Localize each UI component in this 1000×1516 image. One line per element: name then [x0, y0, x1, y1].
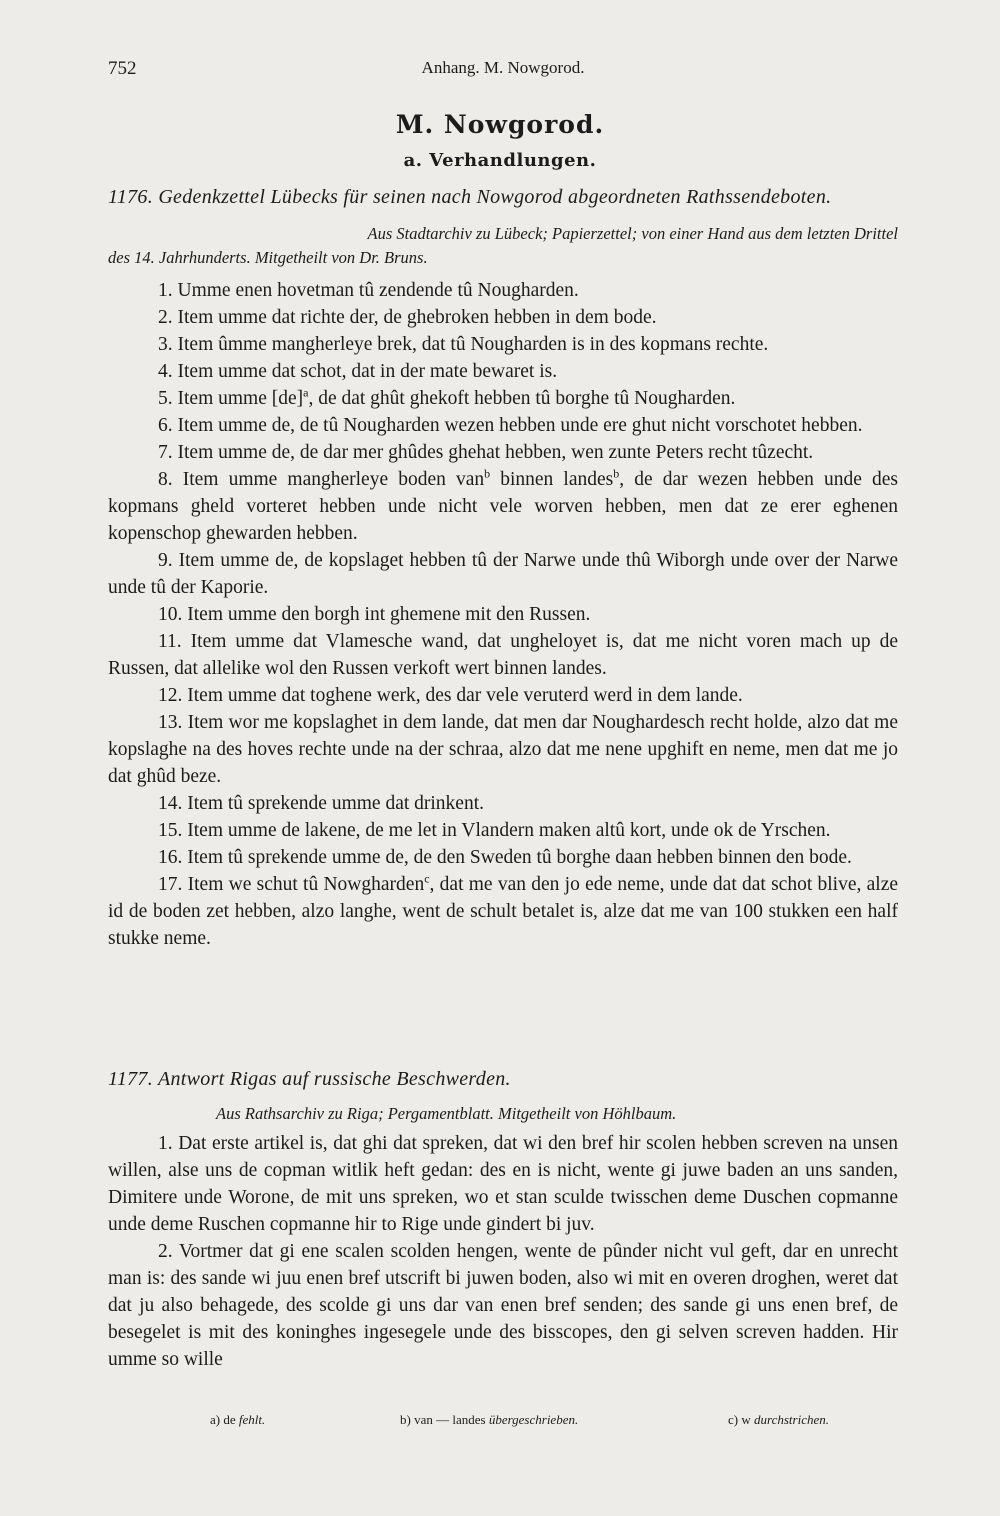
- list-item: 11. Item umme dat Vlamesche wand, dat ungheloyet is, dat me nicht voren mach up de Russen, dat allelike wol den Russen verkoft wert binnen landes.: [108, 631, 899, 679]
- page-number: 752: [108, 58, 137, 79]
- list-item: 2. Item umme dat richte der, de ghebroken hebben in dem bode.: [158, 307, 657, 328]
- entry-1176-source-line2: des 14. Jahrhunderts. Mitgetheilt von Dr. Bruns.: [108, 248, 428, 267]
- footnote-mark-b: b: [613, 466, 620, 481]
- list-item: 8. Item umme mangherleye boden van$^b$ binnen landes$^b$, de dar wezen hebben unde des kopmans gheld vorteret hebben unde nicht vele worven hebben, men dat ze erer eghenen kopenschop ghewarden hebben.: [108, 466, 899, 544]
- list-item: 13. Item wor me kopslaghet in dem lande, dat men dar Noughardesch recht holde, alzo dat me kopslaghe na des hoves rechte unde na der schraa, alzo dat me nene upghift en neme, men dat me jo dat ghûd beze.: [108, 712, 898, 787]
- section-title: M. Nowgorod.: [395, 110, 605, 139]
- running-title: Anhang. M. Nowgorod.: [421, 58, 585, 77]
- footnote-b: b) van — landes übergeschrieben.: [400, 1412, 579, 1427]
- list-item: 7. Item umme de, de dar mer ghûdes ghehat hebben, wen zunte Peters recht tûzecht.: [158, 442, 814, 463]
- entry-1177-source: [108, 1101, 898, 1126]
- list-item: 4. Item umme dat schot, dat in der mate bewaret is.: [158, 361, 558, 382]
- list-item: 1. Umme enen hovetman tû zendende tû Nougharden.: [158, 280, 579, 301]
- list-item: 9. Item umme de, de kopslaget hebben tû der Narwe unde thû Wiborgh unde over der Narwe unde tû der Kaporie.: [108, 550, 898, 598]
- list-item: 2. Vortmer dat gi ene scalen scolden hengen, wente de pûnder nicht vul geft, dar en unrecht man is: des sande wi juu enen bref utscrift bi juwen boden, also wi mit en overen droghen, weret dat dat ju also behagede, des scolde gi uns dar van enen bref senden; des sande gi uns enen bref, de besegelet is mit des koninghes ingesegele unde des bisscopes, den gi selven screven hadden. Hir umme so wille: [108, 1241, 899, 1370]
- footnote-a: a) de fehlt.: [210, 1412, 266, 1427]
- entry-1176-source-line1: Aus Stadtarchiv zu Lübeck; Papierzettel; von einer Hand aus dem letzten Drittel: [367, 224, 898, 243]
- list-item: 16. Item tû sprekende umme de, de den Sweden tû borghe daan hebben binnen den bode.: [158, 847, 852, 868]
- subsection-title: a. Verhandlungen.: [403, 150, 597, 171]
- list-item: 15. Item umme de lakene, de me let in Vlandern maken altû kort, unde ok de Yrschen.: [158, 820, 831, 841]
- list-item: 10. Item umme den borgh int ghemene mit den Russen.: [158, 604, 591, 625]
- entry-1176-source-2: [108, 245, 898, 270]
- list-item: 14. Item tû sprekende umme dat drinkent.: [158, 793, 484, 814]
- entry-1177-source-line: Aus Rathsarchiv zu Riga; Pergamentblatt. Mitgetheilt von Höhlbaum.: [216, 1104, 677, 1123]
- entry-1177-title: 1177. Antwort Rigas auf russische Beschwerden.: [108, 1068, 511, 1090]
- footnote-c: c) w durchstrichen.: [728, 1412, 829, 1427]
- list-item: 1. Dat erste artikel is, dat ghi dat spreken, dat wi den bref hir scolen hebben screven na unsen willen, alse uns de copman witlik heft gedan: des en is nicht, wente gi juwe baden an uns sanden, Dimitere unde Worone, de mit uns spreken, wo et stan sculde twisschen deme Duschen copmanne unde deme Ruschen copmanne hir to Rige unde gindert bi juv.: [108, 1133, 899, 1235]
- entry-1177-items: [108, 1130, 898, 1373]
- entry-1176-source: [108, 221, 898, 246]
- page-header: [108, 58, 898, 88]
- footnote-mark-c: c: [424, 871, 430, 886]
- list-item: 3. Item ûmme mangherleye brek, dat tû Nougharden is in des kopmans rechte.: [158, 334, 769, 355]
- footnotes: [108, 1412, 898, 1432]
- footnote-mark-a: a: [303, 385, 309, 400]
- list-item: 12. Item umme dat toghene werk, des dar vele veruterd werd in dem lande.: [158, 685, 743, 706]
- list-item: 6. Item umme de, de tû Nougharden wezen hebben unde ere ghut nicht vorschotet hebben.: [158, 415, 863, 436]
- footnote-mark-b: b: [484, 466, 491, 481]
- list-item: 5. Item umme [de]$^a$, de dat ghût ghekoft hebben tû borghe tû Nougharden.: [158, 385, 736, 409]
- entry-1176-title: 1176. Gedenkzettel Lübecks für seinen nach Nowgorod abgeordneten Rathssendeboten.: [108, 186, 832, 208]
- entry-1176-items: [108, 277, 898, 952]
- list-item: 17. Item we schut tû Nowgharden$^c$, dat me van den jo ede neme, unde dat dat schot blive, alze id de boden zet hebben, alzo langhe, went de schult betalet is, alze dat me van 100 stukken een half stukke neme.: [108, 871, 899, 949]
